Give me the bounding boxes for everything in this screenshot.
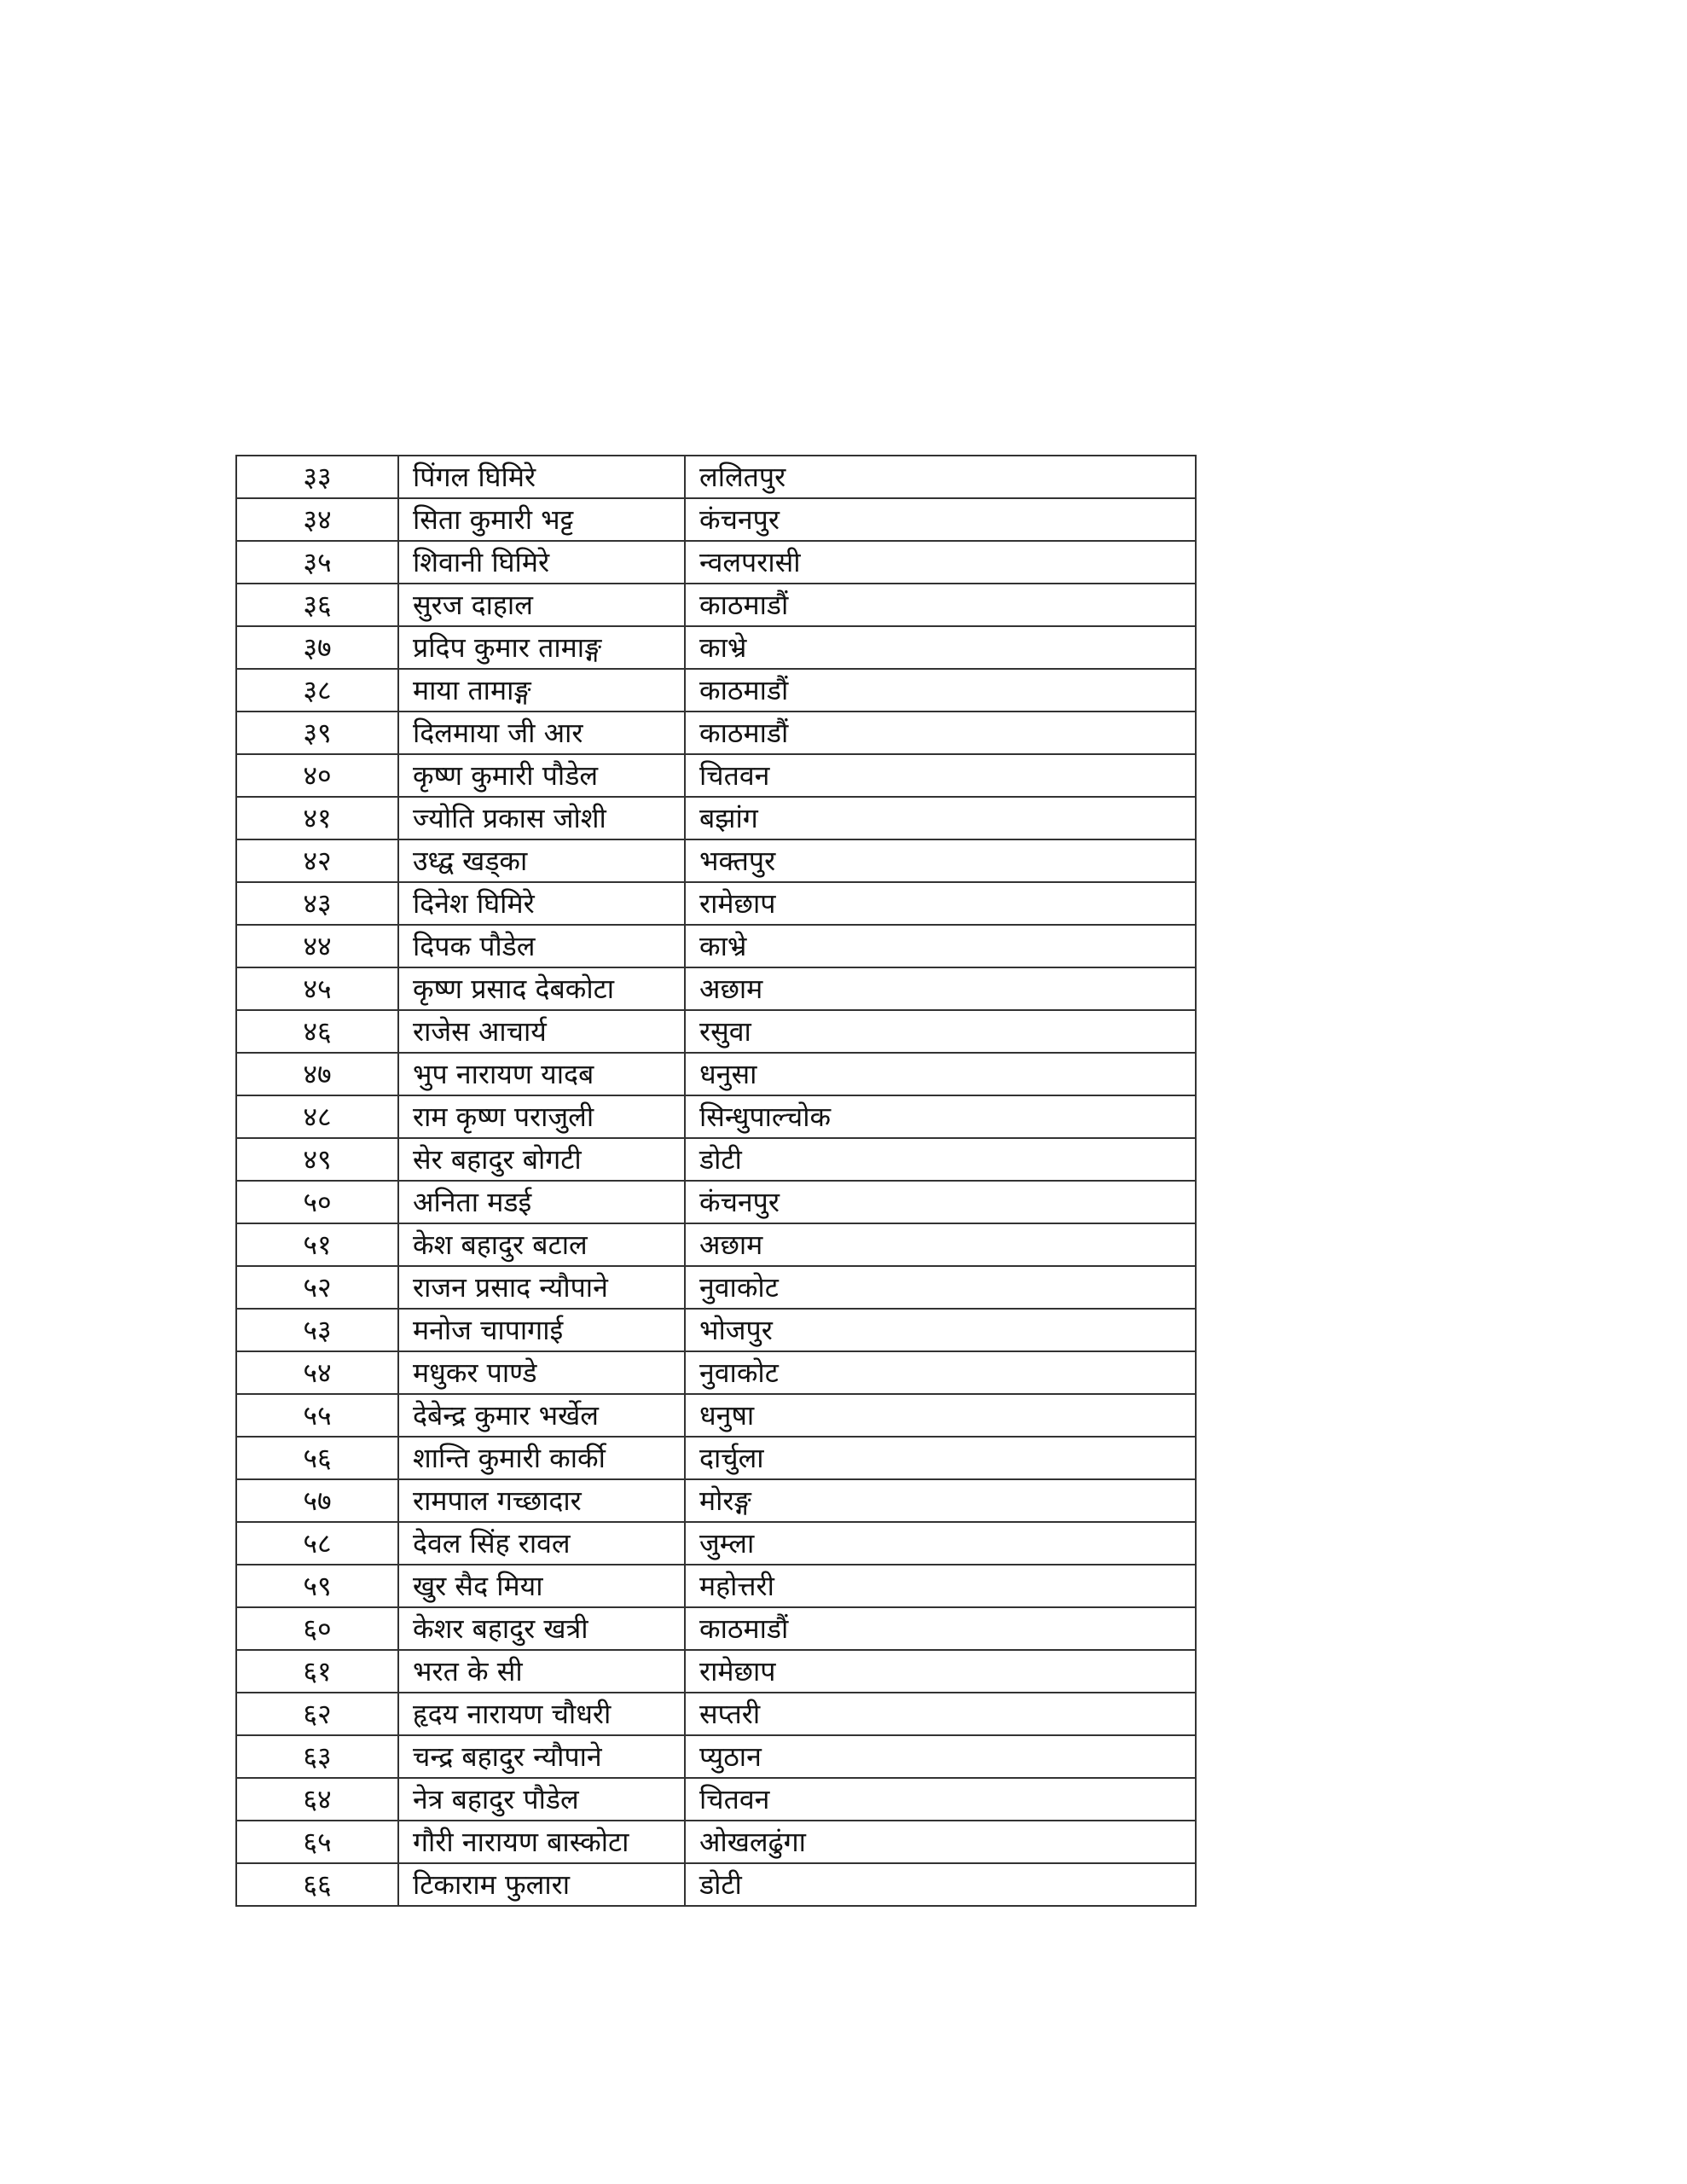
table-row (236, 1778, 1196, 1821)
district-cell: ओखलढुंगा (685, 1821, 1196, 1863)
district-cell: दार्चुला (685, 1437, 1196, 1479)
name-cell: सुरज दाहाल (398, 584, 685, 626)
table-row (236, 1437, 1196, 1479)
table-row (236, 626, 1196, 669)
district-cell: डोटी (685, 1863, 1196, 1906)
district-cell: धनुसा (685, 1053, 1196, 1095)
name-cell: शान्ति कुमारी कार्की (398, 1437, 685, 1479)
serial-number-cell: ५६ (236, 1437, 398, 1479)
serial-number-cell: ५७ (236, 1479, 398, 1522)
table-row (236, 669, 1196, 712)
name-cell: दिपक पौडेल (398, 925, 685, 967)
district-cell: बझांग (685, 797, 1196, 839)
table-row (236, 584, 1196, 626)
serial-number-cell: ४० (236, 754, 398, 797)
district-cell: न्वलपरासी (685, 541, 1196, 584)
district-cell: ललितपुर (685, 456, 1196, 498)
roster-table-body (236, 456, 1196, 1906)
name-cell: प्रदिप कुमार तामाङ्ग (398, 626, 685, 669)
serial-number-cell: ४२ (236, 839, 398, 882)
serial-number-cell: ५९ (236, 1565, 398, 1607)
table-row (236, 1821, 1196, 1863)
serial-number-cell: ६४ (236, 1778, 398, 1821)
name-cell: मनोज चापागाई (398, 1309, 685, 1351)
table-row (236, 1607, 1196, 1650)
serial-number-cell: ३३ (236, 456, 398, 498)
district-cell: काठमाडौं (685, 669, 1196, 712)
district-cell: कंचनपुर (685, 1181, 1196, 1223)
district-cell: भक्तपुर (685, 839, 1196, 882)
name-cell: सेर बहादुर बोगटी (398, 1138, 685, 1181)
serial-number-cell: ५४ (236, 1351, 398, 1394)
district-cell: सिन्धुपाल्चोक (685, 1095, 1196, 1138)
serial-number-cell: ५८ (236, 1522, 398, 1565)
name-cell: केशर बहादुर खत्री (398, 1607, 685, 1650)
name-cell: टिकाराम फुलारा (398, 1863, 685, 1906)
district-cell: नुवाकोट (685, 1351, 1196, 1394)
serial-number-cell: ४८ (236, 1095, 398, 1138)
table-row (236, 882, 1196, 925)
table-row (236, 712, 1196, 754)
name-cell: गौरी नारायण बास्कोटा (398, 1821, 685, 1863)
name-cell: राजन प्रसाद न्यौपाने (398, 1266, 685, 1309)
name-cell: दिलमाया जी आर (398, 712, 685, 754)
district-cell: मोरङ्ग (685, 1479, 1196, 1522)
roster-table (235, 455, 1197, 1907)
name-cell: शिवानी घिमिरे (398, 541, 685, 584)
name-cell: भुप नारायण यादब (398, 1053, 685, 1095)
name-cell: हृदय नारायण चौधरी (398, 1693, 685, 1735)
serial-number-cell: ४७ (236, 1053, 398, 1095)
district-cell: चितवन (685, 754, 1196, 797)
district-cell: नुवाकोट (685, 1266, 1196, 1309)
table-row (236, 1138, 1196, 1181)
name-cell: रामपाल गच्छादार (398, 1479, 685, 1522)
name-cell: भरत के सी (398, 1650, 685, 1693)
name-cell: कृष्ण कुमारी पौडेल (398, 754, 685, 797)
table-row (236, 1351, 1196, 1394)
name-cell: खुर सैद मिया (398, 1565, 685, 1607)
serial-number-cell: ४४ (236, 925, 398, 967)
district-cell: डोटी (685, 1138, 1196, 1181)
serial-number-cell: ३४ (236, 498, 398, 541)
district-cell: महोत्तरी (685, 1565, 1196, 1607)
table-row (236, 967, 1196, 1010)
district-cell: काठमाडौं (685, 584, 1196, 626)
serial-number-cell: ६१ (236, 1650, 398, 1693)
serial-number-cell: ५० (236, 1181, 398, 1223)
serial-number-cell: ३८ (236, 669, 398, 712)
serial-number-cell: ६० (236, 1607, 398, 1650)
serial-number-cell: ५१ (236, 1223, 398, 1266)
table-row (236, 1565, 1196, 1607)
district-cell: काभ्रे (685, 626, 1196, 669)
district-cell: सप्तरी (685, 1693, 1196, 1735)
serial-number-cell: ४१ (236, 797, 398, 839)
serial-number-cell: ४६ (236, 1010, 398, 1053)
table-row (236, 1095, 1196, 1138)
name-cell: चन्द्र बहादुर न्यौपाने (398, 1735, 685, 1778)
serial-number-cell: ६५ (236, 1821, 398, 1863)
serial-number-cell: ४९ (236, 1138, 398, 1181)
table-row (236, 1863, 1196, 1906)
district-cell: काभ्रे (685, 925, 1196, 967)
table-row (236, 754, 1196, 797)
district-cell: चितवन (685, 1778, 1196, 1821)
name-cell: सिता कुमारी भट्ट (398, 498, 685, 541)
district-cell: कंचनपुर (685, 498, 1196, 541)
serial-number-cell: ५३ (236, 1309, 398, 1351)
name-cell: देवल सिंह रावल (398, 1522, 685, 1565)
name-cell: राम कृष्ण पराजुली (398, 1095, 685, 1138)
name-cell: नेत्र बहादुर पौडेल (398, 1778, 685, 1821)
table-row (236, 1010, 1196, 1053)
serial-number-cell: ५२ (236, 1266, 398, 1309)
name-cell: देबेन्द्र कुमार भर्खेल (398, 1394, 685, 1437)
table-row (236, 541, 1196, 584)
name-cell: राजेस आचार्य (398, 1010, 685, 1053)
name-cell: कृष्ण प्रसाद देबकोटा (398, 967, 685, 1010)
table-row (236, 797, 1196, 839)
table-row (236, 1693, 1196, 1735)
serial-number-cell: ६६ (236, 1863, 398, 1906)
table-row (236, 925, 1196, 967)
serial-number-cell: ५५ (236, 1394, 398, 1437)
serial-number-cell: ३९ (236, 712, 398, 754)
table-row (236, 498, 1196, 541)
district-cell: प्युठान (685, 1735, 1196, 1778)
table-row (236, 1522, 1196, 1565)
serial-number-cell: ६३ (236, 1735, 398, 1778)
table-row (236, 1181, 1196, 1223)
table-row (236, 1479, 1196, 1522)
district-cell: रामेछाप (685, 882, 1196, 925)
serial-number-cell: ४५ (236, 967, 398, 1010)
serial-number-cell: ६२ (236, 1693, 398, 1735)
table-row (236, 1735, 1196, 1778)
district-cell: धनुषा (685, 1394, 1196, 1437)
name-cell: उध्द्व खड्का (398, 839, 685, 882)
name-cell: पिंगल घिमिरे (398, 456, 685, 498)
district-cell: रामेछाप (685, 1650, 1196, 1693)
name-cell: ज्योति प्रकास जोशी (398, 797, 685, 839)
district-cell: काठमाडौं (685, 1607, 1196, 1650)
serial-number-cell: ३५ (236, 541, 398, 584)
table-row (236, 1223, 1196, 1266)
serial-number-cell: ३७ (236, 626, 398, 669)
table-row (236, 456, 1196, 498)
name-cell: केश बहादुर बटाल (398, 1223, 685, 1266)
district-cell: रसुवा (685, 1010, 1196, 1053)
district-cell: अछाम (685, 967, 1196, 1010)
serial-number-cell: ४३ (236, 882, 398, 925)
name-cell: मधुकर पाण्डे (398, 1351, 685, 1394)
table-row (236, 1394, 1196, 1437)
name-cell: माया तामाङ्ग (398, 669, 685, 712)
district-cell: भोजपुर (685, 1309, 1196, 1351)
table-row (236, 1650, 1196, 1693)
table-row (236, 1309, 1196, 1351)
name-cell: अनिता मडई (398, 1181, 685, 1223)
serial-number-cell: ३६ (236, 584, 398, 626)
district-cell: अछाम (685, 1223, 1196, 1266)
table-row (236, 1053, 1196, 1095)
table-row (236, 1266, 1196, 1309)
name-cell: दिनेश घिमिरे (398, 882, 685, 925)
district-cell: जुम्ला (685, 1522, 1196, 1565)
table-row (236, 839, 1196, 882)
district-cell: काठमाडौं (685, 712, 1196, 754)
